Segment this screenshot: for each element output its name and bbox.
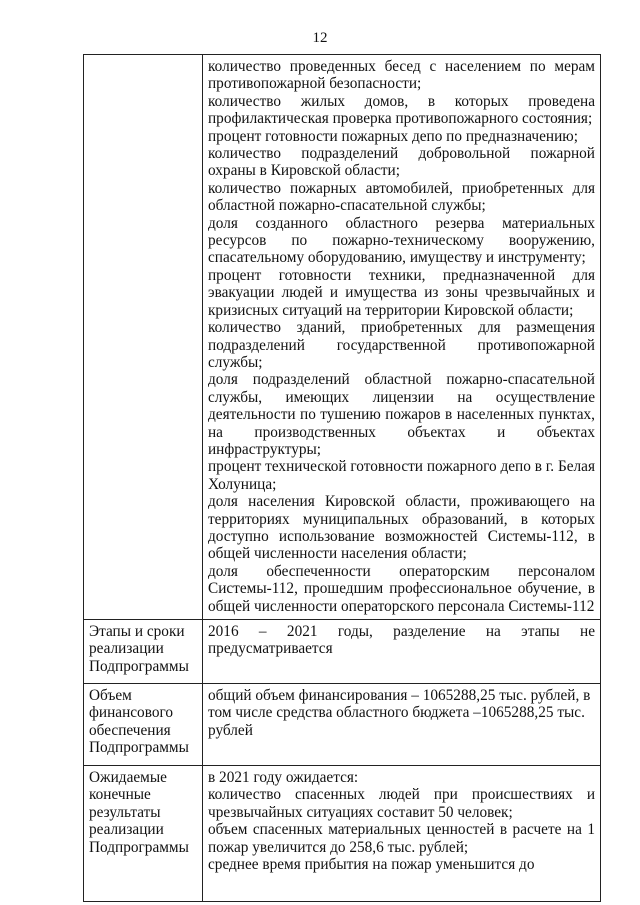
indicator-item: процент готовности пожарных депо по предназначению;: [208, 127, 578, 145]
indicators-cell: [203, 55, 601, 620]
indicator-item: количество жилых домов, в которых проведена профилактическая проверка противопожарного состояния;: [208, 92, 595, 128]
indicator-item: количество пожарных автомобилей, приобретенных для областной пожарно-спасательной службы;: [208, 179, 595, 215]
results-value: [203, 766, 601, 902]
indicator-item: процент готовности техники, предназначенной для эвакуации людей и имущества из зоны чрезвычайных и кризисных ситуаций на территории Кировской области;: [208, 266, 595, 319]
page-number: 12: [312, 30, 328, 46]
indicator-item: процент технической готовности пожарного депо в г. Белая Холуница;: [208, 458, 595, 493]
table-row-stages: [84, 620, 601, 684]
table-row-funding: [84, 684, 601, 766]
stages-label: Этапы и сроки реализации Подпрограммы: [84, 620, 203, 684]
indicator-item: доля подразделений областной пожарно-спасательной службы, имеющих лицензии на осуществление деятельности по тушению пожаров в населенных пунктах, на производственных объектах и объектах инфраструктуры;: [208, 371, 595, 458]
result-item: объем спасенных материальных ценностей в расчете на 1 пожар увеличится до 258,6 тыс. рублей;: [208, 821, 595, 856]
funding-text: общий объем финансирования – 1065288,25 тыс. рублей, в том числе средства областного бюджета –1065288,25 тыс. рублей: [208, 687, 591, 739]
indicator-item: количество проведенных бесед с населением по мерам противопожарной безопасности;: [208, 58, 595, 93]
funding-value: [203, 684, 601, 766]
row-label: [84, 55, 203, 620]
stages-text: 2016 – 2021 годы, разделение на этапы не предусматривается: [208, 623, 595, 658]
table-row-results: [84, 766, 601, 902]
subprogram-passport-table: [83, 54, 601, 902]
indicator-item: доля обеспеченности операторским персоналом Системы-112, прошедшим профессиональное обучение, в общей численности операторского персонала Системы-112: [208, 562, 595, 615]
stages-value: [203, 620, 601, 684]
table-row-indicators: [84, 55, 601, 620]
indicator-item: доля созданного областного резерва материальных ресурсов по пожарно-техническому вооружению, спасательному оборудованию, имуществу и инструменту;: [208, 214, 595, 267]
results-intro: в 2021 году ожидается:: [208, 769, 359, 786]
result-item: среднее время прибытия на пожар уменьшится до: [208, 856, 535, 874]
indicator-item: количество зданий, приобретенных для размещения подразделений государственной противопожарной службы;: [208, 319, 595, 371]
results-label: Ожидаемые конечные результаты реализации Подпрограммы: [84, 766, 203, 902]
result-item: количество спасенных людей при происшествиях и чрезвычайных ситуациях составит 50 человек;: [208, 786, 595, 821]
funding-label: Объем финансового обеспечения Подпрограммы: [84, 684, 203, 766]
indicator-item: доля населения Кировской области, проживающего на территориях муниципальных образований, в которых доступно использование возможностей Системы-112, в общей численности населения области;: [208, 493, 595, 563]
indicator-item: количество подразделений добровольной пожарной охраны в Кировской области;: [208, 145, 595, 180]
